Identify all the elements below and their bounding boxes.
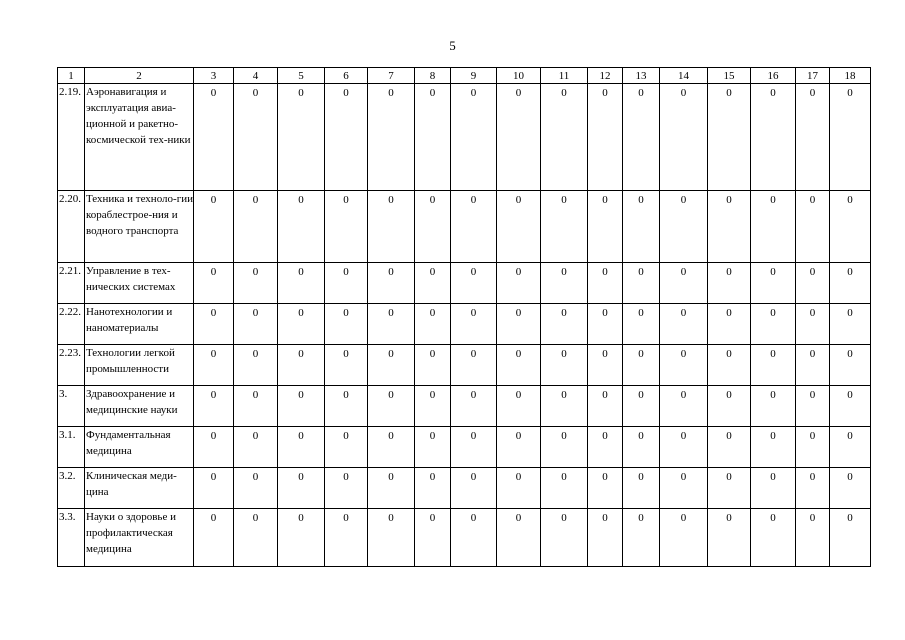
value-cell: 0: [660, 345, 708, 386]
row-number: 3.1.: [58, 427, 85, 468]
row-number: 2.23.: [58, 345, 85, 386]
value-cell: 0: [278, 345, 325, 386]
table-row: [58, 263, 871, 304]
header-cell: 3: [194, 68, 234, 84]
value-cell: 0: [497, 191, 541, 263]
value-cell: 0: [451, 468, 497, 509]
value-cell: 0: [278, 263, 325, 304]
header-cell: 4: [234, 68, 278, 84]
value-cell: 0: [234, 263, 278, 304]
value-cell: 0: [325, 386, 368, 427]
value-cell: 0: [588, 84, 623, 191]
value-cell: 0: [751, 386, 796, 427]
table-row: [58, 386, 871, 427]
value-cell: 0: [708, 345, 751, 386]
value-cell: 0: [708, 84, 751, 191]
table-body: [58, 68, 871, 567]
value-cell: 0: [660, 304, 708, 345]
header-cell: 13: [623, 68, 660, 84]
header-cell: 5: [278, 68, 325, 84]
value-cell: 0: [415, 191, 451, 263]
value-cell: 0: [623, 509, 660, 567]
value-cell: 0: [660, 468, 708, 509]
value-cell: 0: [660, 84, 708, 191]
value-cell: 0: [830, 427, 871, 468]
value-cell: 0: [751, 304, 796, 345]
value-cell: 0: [194, 386, 234, 427]
value-cell: 0: [751, 84, 796, 191]
value-cell: 0: [796, 304, 830, 345]
value-cell: 0: [278, 386, 325, 427]
value-cell: 0: [830, 509, 871, 567]
value-cell: 0: [497, 386, 541, 427]
value-cell: 0: [451, 84, 497, 191]
row-name: Клиническая меди-цина: [85, 468, 194, 509]
value-cell: 0: [497, 345, 541, 386]
value-cell: 0: [234, 304, 278, 345]
value-cell: 0: [451, 509, 497, 567]
row-number: 2.19.: [58, 84, 85, 191]
value-cell: 0: [234, 386, 278, 427]
table-row: [58, 304, 871, 345]
value-cell: 0: [541, 509, 588, 567]
value-cell: 0: [368, 509, 415, 567]
value-cell: 0: [623, 386, 660, 427]
value-cell: 0: [451, 386, 497, 427]
value-cell: 0: [194, 468, 234, 509]
value-cell: 0: [708, 468, 751, 509]
value-cell: 0: [623, 191, 660, 263]
header-cell: 18: [830, 68, 871, 84]
value-cell: 0: [234, 345, 278, 386]
value-cell: 0: [541, 427, 588, 468]
value-cell: 0: [234, 84, 278, 191]
value-cell: 0: [325, 427, 368, 468]
value-cell: 0: [660, 191, 708, 263]
value-cell: 0: [415, 386, 451, 427]
value-cell: 0: [708, 263, 751, 304]
value-cell: 0: [541, 191, 588, 263]
value-cell: 0: [541, 386, 588, 427]
value-cell: 0: [415, 263, 451, 304]
value-cell: 0: [278, 304, 325, 345]
value-cell: 0: [588, 468, 623, 509]
value-cell: 0: [415, 304, 451, 345]
table-row: [58, 191, 871, 263]
value-cell: 0: [623, 427, 660, 468]
row-name: Здравоохранение и медицинские науки: [85, 386, 194, 427]
value-cell: 0: [194, 304, 234, 345]
value-cell: 0: [368, 304, 415, 345]
row-number: 2.22.: [58, 304, 85, 345]
value-cell: 0: [588, 509, 623, 567]
value-cell: 0: [623, 345, 660, 386]
value-cell: 0: [751, 263, 796, 304]
value-cell: 0: [497, 263, 541, 304]
value-cell: 0: [588, 386, 623, 427]
value-cell: 0: [588, 263, 623, 304]
value-cell: 0: [541, 304, 588, 345]
table-row: [58, 427, 871, 468]
value-cell: 0: [796, 509, 830, 567]
value-cell: 0: [751, 468, 796, 509]
value-cell: 0: [234, 509, 278, 567]
value-cell: 0: [623, 84, 660, 191]
header-cell: 16: [751, 68, 796, 84]
value-cell: 0: [278, 468, 325, 509]
value-cell: 0: [368, 468, 415, 509]
value-cell: 0: [796, 427, 830, 468]
value-cell: 0: [234, 191, 278, 263]
value-cell: 0: [325, 345, 368, 386]
value-cell: 0: [751, 427, 796, 468]
value-cell: 0: [830, 84, 871, 191]
value-cell: 0: [497, 509, 541, 567]
header-cell: 12: [588, 68, 623, 84]
header-cell: 10: [497, 68, 541, 84]
table-row: [58, 509, 871, 567]
value-cell: 0: [325, 191, 368, 263]
value-cell: 0: [796, 263, 830, 304]
value-cell: 0: [325, 468, 368, 509]
value-cell: 0: [588, 191, 623, 263]
header-cell: 7: [368, 68, 415, 84]
row-number: 3.2.: [58, 468, 85, 509]
header-cell: 2: [85, 68, 194, 84]
value-cell: 0: [623, 263, 660, 304]
value-cell: 0: [541, 468, 588, 509]
value-cell: 0: [796, 386, 830, 427]
header-cell: 9: [451, 68, 497, 84]
value-cell: 0: [234, 468, 278, 509]
value-cell: 0: [234, 427, 278, 468]
value-cell: 0: [368, 263, 415, 304]
value-cell: 0: [660, 509, 708, 567]
header-cell: 11: [541, 68, 588, 84]
value-cell: 0: [325, 263, 368, 304]
row-name: Нанотехнологии и наноматериалы: [85, 304, 194, 345]
value-cell: 0: [194, 84, 234, 191]
value-cell: 0: [497, 427, 541, 468]
value-cell: 0: [660, 263, 708, 304]
value-cell: 0: [708, 509, 751, 567]
value-cell: 0: [830, 304, 871, 345]
value-cell: 0: [194, 191, 234, 263]
value-cell: 0: [325, 84, 368, 191]
row-name: Техника и техноло-гии кораблестрое-ния и водного транспорта: [85, 191, 194, 263]
value-cell: 0: [415, 427, 451, 468]
value-cell: 0: [415, 468, 451, 509]
row-name: Технологии легкой промышленности: [85, 345, 194, 386]
page-number: 5: [449, 38, 456, 53]
value-cell: 0: [830, 263, 871, 304]
row-name: Науки о здоровье и профилактическая медицина: [85, 509, 194, 567]
table-row: [58, 345, 871, 386]
value-cell: 0: [451, 263, 497, 304]
row-number: 2.21.: [58, 263, 85, 304]
value-cell: 0: [796, 191, 830, 263]
value-cell: 0: [751, 509, 796, 567]
value-cell: 0: [278, 191, 325, 263]
value-cell: 0: [708, 191, 751, 263]
row-number: 2.20.: [58, 191, 85, 263]
row-name: Управление в тех-нических системах: [85, 263, 194, 304]
value-cell: 0: [751, 345, 796, 386]
value-cell: 0: [368, 191, 415, 263]
header-cell: 15: [708, 68, 751, 84]
value-cell: 0: [451, 427, 497, 468]
value-cell: 0: [451, 304, 497, 345]
value-cell: 0: [325, 509, 368, 567]
header-cell: 6: [325, 68, 368, 84]
header-cell: 14: [660, 68, 708, 84]
value-cell: 0: [830, 386, 871, 427]
table-row: [58, 84, 871, 191]
value-cell: 0: [368, 386, 415, 427]
value-cell: 0: [830, 191, 871, 263]
value-cell: 0: [588, 427, 623, 468]
value-cell: 0: [278, 509, 325, 567]
value-cell: 0: [368, 427, 415, 468]
value-cell: 0: [796, 345, 830, 386]
value-cell: 0: [588, 345, 623, 386]
header-row: [58, 68, 871, 84]
value-cell: 0: [708, 304, 751, 345]
row-number: 3.3.: [58, 509, 85, 567]
value-cell: 0: [541, 84, 588, 191]
row-number: 3.: [58, 386, 85, 427]
value-cell: 0: [796, 468, 830, 509]
value-cell: 0: [588, 304, 623, 345]
value-cell: 0: [451, 345, 497, 386]
value-cell: 0: [497, 468, 541, 509]
value-cell: 0: [660, 427, 708, 468]
value-cell: 0: [278, 427, 325, 468]
row-name: Аэронавигация и эксплуатация авиа-ционной и ракетно-космической тех-ники: [85, 84, 194, 191]
header-cell: 8: [415, 68, 451, 84]
value-cell: 0: [623, 468, 660, 509]
value-cell: 0: [415, 345, 451, 386]
value-cell: 0: [796, 84, 830, 191]
value-cell: 0: [194, 263, 234, 304]
value-cell: 0: [194, 345, 234, 386]
value-cell: 0: [708, 386, 751, 427]
value-cell: 0: [541, 263, 588, 304]
value-cell: 0: [368, 345, 415, 386]
data-table: [57, 67, 871, 567]
value-cell: 0: [708, 427, 751, 468]
value-cell: 0: [278, 84, 325, 191]
value-cell: 0: [415, 84, 451, 191]
value-cell: 0: [497, 304, 541, 345]
table-row: [58, 468, 871, 509]
value-cell: 0: [325, 304, 368, 345]
value-cell: 0: [497, 84, 541, 191]
value-cell: 0: [541, 345, 588, 386]
value-cell: 0: [451, 191, 497, 263]
row-name: Фундаментальная медицина: [85, 427, 194, 468]
value-cell: 0: [830, 468, 871, 509]
value-cell: 0: [194, 509, 234, 567]
header-cell: 17: [796, 68, 830, 84]
value-cell: 0: [368, 84, 415, 191]
value-cell: 0: [751, 191, 796, 263]
value-cell: 0: [830, 345, 871, 386]
value-cell: 0: [415, 509, 451, 567]
value-cell: 0: [623, 304, 660, 345]
header-cell: 1: [58, 68, 85, 84]
value-cell: 0: [194, 427, 234, 468]
value-cell: 0: [660, 386, 708, 427]
